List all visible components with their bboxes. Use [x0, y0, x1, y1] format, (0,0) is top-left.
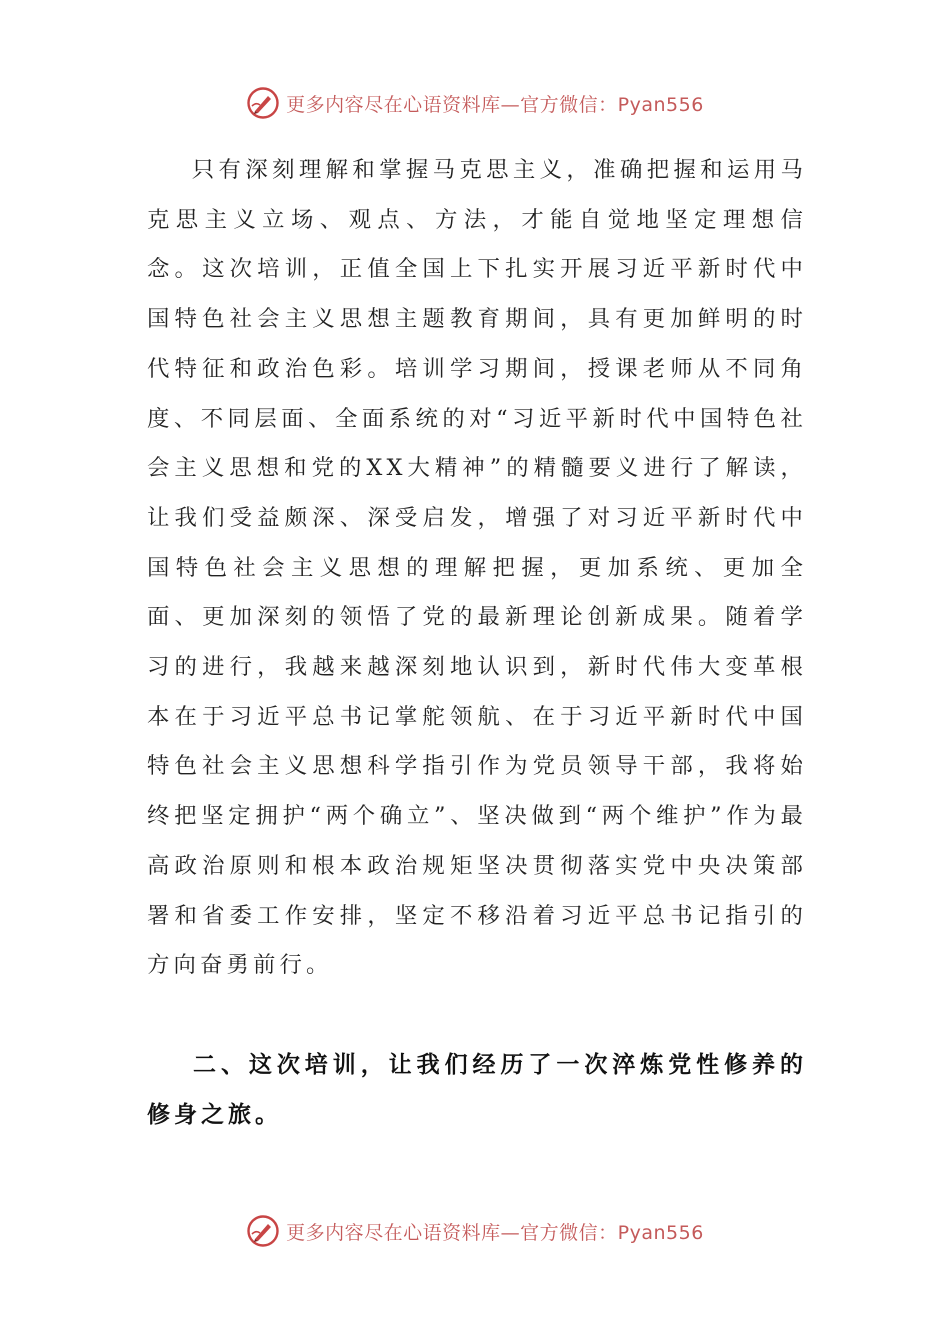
footer-watermark: [0, 1211, 950, 1251]
pen-logo-icon: [246, 1214, 280, 1248]
pen-logo-icon: [246, 86, 280, 120]
document-body: [147, 146, 807, 1140]
watermark-text: 更多内容尽在心语资料库—官方微信：Pyan556: [286, 93, 704, 116]
header-watermark: [0, 83, 950, 123]
section-heading: 二、这次培训，让我们经历了一次淬炼党性修养的修身之旅。: [147, 1051, 807, 1128]
watermark-text: 更多内容尽在心语资料库—官方微信：Pyan556: [286, 1221, 704, 1244]
body-paragraph: 只有深刻理解和掌握马克思主义，准确把握和运用马克思主义立场、观点、方法，才能自觉地坚定理想信念。这次培训，正值全国上下扎实开展习近平新时代中国特色社会主义思想主题教育期间，具有更加鲜明的时代特征和政治色彩。培训学习期间，授课老师从不同角度、不同层面、全面系统的对“习近平新时代中国特色社会主义思想和党的XX大精神”的精髓要义进行了解读，让我们受益颇深、深受启发，增强了对习近平新时代中国特色社会主义思想的理解把握，更加系统、更加全面、更加深刻的领悟了党的最新理论创新成果。随着学习的进行，我越来越深刻地认识到，新时代伟大变革根本在于习近平总书记掌舵领航、在于习近平新时代中国特色社会主义思想科学指引作为党员领导干部，我将始终把坚定拥护“两个确立”、坚决做到“两个维护”作为最高政治原则和根本政治规矩坚决贯彻落实党中央决策部署和省委工作安排，坚定不移沿着习近平总书记指引的方向奋勇前行。: [147, 157, 807, 979]
